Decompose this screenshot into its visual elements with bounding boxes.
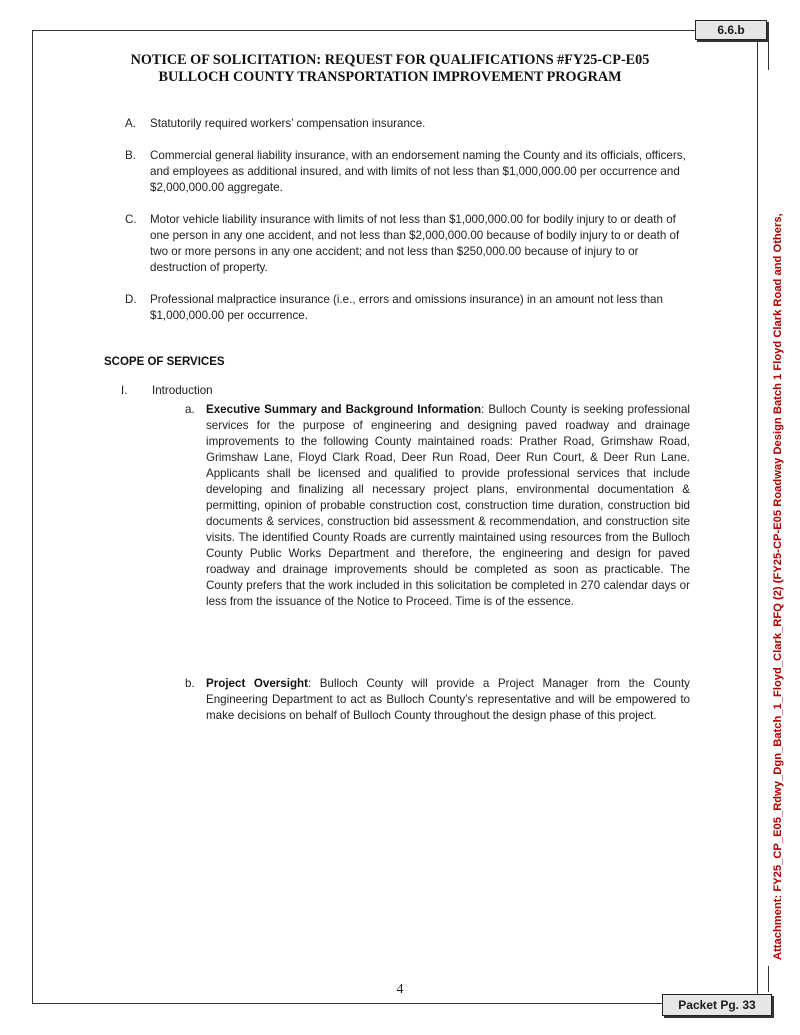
scope-item-label: b.: [185, 677, 195, 690]
scope-item-text: : Bulloch County will provide a Project Manager from the County Engineering Department to act as Bulloch County’s representative and will be empowered to make decisions on behalf of Bulloch County throughout the design phase of this project.: [206, 677, 690, 722]
agenda-item-badge: 6.6.b: [695, 20, 767, 40]
insurance-item-c: [125, 212, 690, 276]
scope-item-heading: Executive Summary and Background Information: [206, 403, 482, 416]
insurance-label: A.: [125, 117, 136, 130]
page-number: 4: [396, 982, 404, 997]
attachment-side-note: Attachment: FY25_CP_E05_Rdwy_Dgn_Batch_1_Floyd_Clark_RFQ (2) (FY25-CP-E05 Roadway Design Batch 1 Floyd Clark Road and Others,: [772, 213, 784, 960]
insurance-item-d: [125, 292, 690, 324]
insurance-text: Commercial general liability insurance, with an endorsement naming the County and its officials, officers, and employees as additional insured, and with limits of not less than $1,000,000.00 per occurrence and $2,000,000.00 aggregate.: [150, 149, 686, 194]
insurance-text: Professional malpractice insurance (i.e., errors and omissions insurance) in an amount not less than $1,000,000.00 per occurrence.: [150, 293, 663, 322]
insurance-text: Motor vehicle liability insurance with limits of not less than $1,000,000.00 for bodily injury to or death of one person in any one accident, and not less than $2,000,000.00 because of bodily injury to or death of two or more persons in any one accident; and not less than $250,000.00 because of injury to or destruction of property.: [150, 213, 680, 274]
insurance-label: C.: [125, 213, 137, 226]
scope-item-b: [185, 676, 690, 724]
scope-title: SCOPE OF SERVICES: [104, 356, 225, 368]
insurance-item-b: [125, 148, 690, 196]
scope-item-heading: Project Oversight: [206, 677, 308, 690]
scope-item-text: : Bulloch County is seeking professional services for the purpose of engineering and designing paved roadway and drainage improvements to the following County maintained roads: Prather Road, Grimshaw Road, Grimshaw Lane, Floyd Clark Road, Deer Run Road, Deer Run Court, & Deer Run Lane. Applicants shall be licensed and qualified to provide professional services that include developing and finalizing all necessary project plans, environmental documentation & permitting, opinion of probable construction cost, construction time duration, construction bid documents & services, construction bid assessment & recommendation, and construction site visits. The identified County Roads are currently maintained using resources from the Bulloch County Public Works Department and therefore, the engineering and design for paved roadway and drainage improvements should be completed as soon as practicable. The County prefers that the work included in this solicitation be completed in 270 calendar days or less from the issuance of the Notice to Proceed. Time is of the essence.: [206, 403, 691, 608]
section-number: I.: [121, 384, 128, 397]
insurance-label: B.: [125, 149, 136, 162]
heading-line-2: BULLOCH COUNTY TRANSPORTATION IMPROVEMENT PROGRAM: [158, 69, 622, 85]
insurance-item-a: [125, 116, 690, 132]
insurance-text: Statutorily required workers’ compensation insurance.: [150, 117, 426, 130]
heading-line-1: NOTICE OF SOLICITATION: REQUEST FOR QUALIFICATIONS #FY25-CP-E05: [130, 52, 650, 68]
document-heading: [60, 52, 720, 86]
section-title: Introduction: [152, 384, 213, 397]
insurance-label: D.: [125, 293, 137, 306]
scope-item-label: a.: [185, 403, 195, 416]
scope-item-a: [185, 402, 691, 610]
packet-page-badge: Packet Pg. 33: [662, 994, 772, 1016]
side-rule-top: [768, 42, 769, 70]
